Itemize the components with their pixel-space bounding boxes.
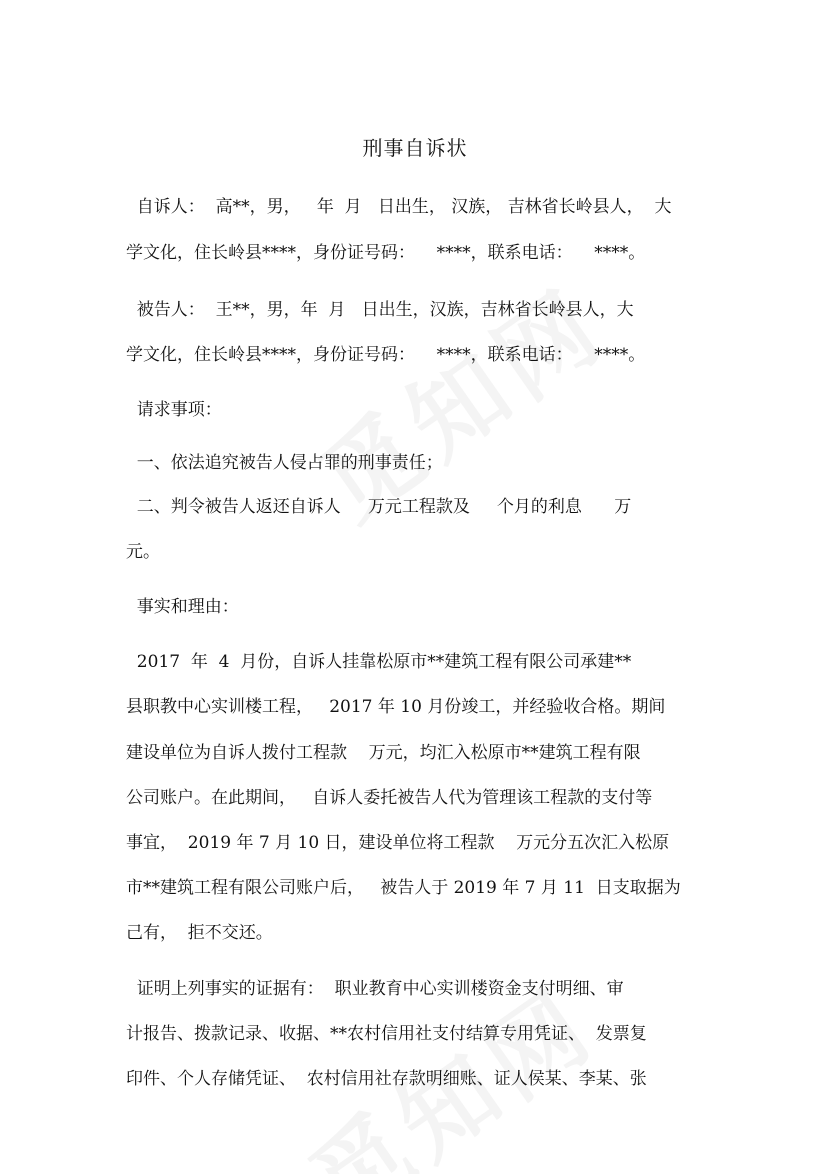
facts-line: 市**建筑工程有限公司账户后， 被告人于 2019 年 7 月 11 日支取据为 <box>126 878 681 898</box>
facts-line: 己有， 拒不交还。 <box>126 923 273 943</box>
facts-line: 公司账户。在此期间， 自诉人委托被告人代为管理该工程款的支付等 <box>126 788 653 808</box>
request-item: 二、判令被告人返还自诉人 万元工程款及 个月的利息 万 <box>126 497 632 517</box>
facts-line: 县职教中心实训楼工程， 2017 年 10 月份竣工，并经验收合格。期间 <box>126 697 666 717</box>
facts-line: 事宜， 2019 年 7 月 10 日，建设单位将工程款 万元分五次汇入松原 <box>126 833 670 853</box>
request-item: 元。 <box>126 542 160 562</box>
plaintiff-line: 自诉人： 高**，男， 年 月 日出生， 汉族， 吉林省长岭县人， 大 <box>126 197 672 217</box>
request-item: 一、依法追究被告人侵占罪的刑事责任； <box>126 453 443 473</box>
evidence-line: 印件、个人存储凭证、 农村信用社存款明细账、证人侯某、李某、张 <box>126 1069 647 1089</box>
defendant-line: 学文化，住长岭县****，身份证号码： ****，联系电话： ****。 <box>126 345 646 365</box>
plaintiff-line: 学文化，住长岭县****，身份证号码： ****，联系电话： ****。 <box>126 243 646 263</box>
facts-heading: 事实和理由： <box>126 597 239 617</box>
evidence-line: 证明上列事实的证据有： 职业教育中心实训楼资金支付明细、审 <box>126 979 624 999</box>
facts-line: 建设单位为自诉人拨付工程款 万元，均汇入松原市**建筑工程有限 <box>126 743 641 763</box>
document-title: 刑事自诉状 <box>362 136 468 160</box>
evidence-line: 计报告、拨款记录、收据、**农村信用社支付结算专用凭证、 发票复 <box>126 1024 647 1044</box>
facts-line: 2017 年 4 月份，自诉人挂靠松原市**建筑工程有限公司承建** <box>126 652 632 672</box>
defendant-line: 被告人： 王**，男，年 月 日出生，汉族，吉林省长岭县人，大 <box>126 300 634 320</box>
request-heading: 请求事项： <box>126 400 222 420</box>
